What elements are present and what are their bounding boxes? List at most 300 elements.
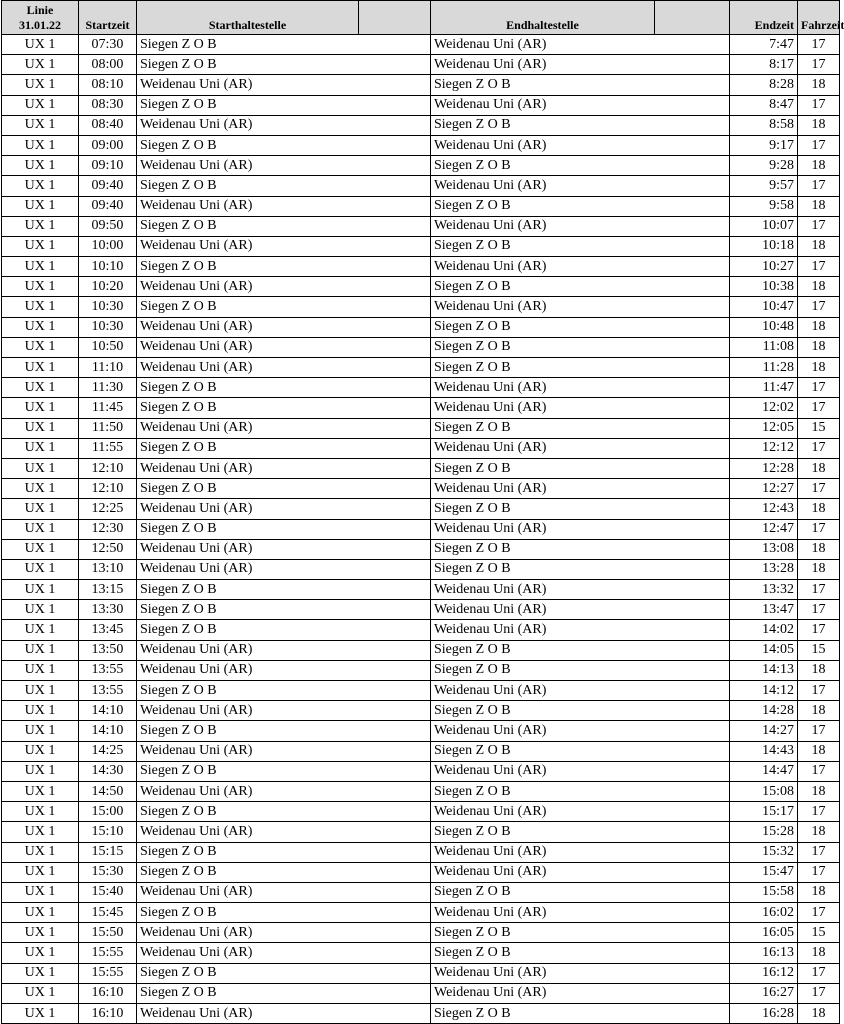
cell-endzeit: 13:32: [730, 580, 798, 600]
header-row: [2, 1, 840, 35]
table-row: [2, 802, 840, 822]
cell-endzeit: 15:08: [730, 781, 798, 801]
table-row: [2, 156, 840, 176]
cell-fahrzeit: 18: [798, 539, 840, 559]
cell-linie: UX 1: [2, 479, 79, 499]
cell-endhaltestelle: Siegen Z O B: [431, 236, 730, 256]
cell-endzeit: 14:13: [730, 660, 798, 680]
table-row: [2, 781, 840, 801]
cell-fahrzeit: 18: [798, 196, 840, 216]
cell-fahrzeit: 17: [798, 862, 840, 882]
cell-endhaltestelle: Weidenau Uni (AR): [431, 580, 730, 600]
cell-fahrzeit: 18: [798, 156, 840, 176]
cell-starthaltestelle: Siegen Z O B: [137, 580, 431, 600]
cell-endhaltestelle: Weidenau Uni (AR): [431, 257, 730, 277]
cell-endzeit: 12:27: [730, 479, 798, 499]
cell-starthaltestelle: Weidenau Uni (AR): [137, 277, 431, 297]
cell-fahrzeit: 17: [798, 438, 840, 458]
cell-endzeit: 11:28: [730, 358, 798, 378]
cell-endzeit: 8:58: [730, 115, 798, 135]
cell-fahrzeit: 17: [798, 761, 840, 781]
cell-linie: UX 1: [2, 721, 79, 741]
cell-endhaltestelle: Siegen Z O B: [431, 499, 730, 519]
cell-startzeit: 11:10: [79, 358, 137, 378]
cell-starthaltestelle: Weidenau Uni (AR): [137, 741, 431, 761]
cell-fahrzeit: 17: [798, 297, 840, 317]
cell-endhaltestelle: Weidenau Uni (AR): [431, 479, 730, 499]
cell-fahrzeit: 15: [798, 923, 840, 943]
cell-starthaltestelle: Siegen Z O B: [137, 438, 431, 458]
cell-endzeit: 10:47: [730, 297, 798, 317]
cell-endhaltestelle: Weidenau Uni (AR): [431, 802, 730, 822]
cell-endzeit: 11:47: [730, 378, 798, 398]
cell-fahrzeit: 17: [798, 135, 840, 155]
cell-endhaltestelle: Weidenau Uni (AR): [431, 963, 730, 983]
cell-startzeit: 10:00: [79, 236, 137, 256]
cell-fahrzeit: 17: [798, 479, 840, 499]
table-row: [2, 398, 840, 418]
cell-startzeit: 13:30: [79, 600, 137, 620]
cell-fahrzeit: 15: [798, 418, 840, 438]
cell-endzeit: 8:28: [730, 75, 798, 95]
cell-startzeit: 07:30: [79, 35, 137, 55]
header-endzeit: Endzeit: [730, 1, 798, 35]
cell-startzeit: 08:30: [79, 95, 137, 115]
cell-endhaltestelle: Siegen Z O B: [431, 1004, 730, 1024]
cell-linie: UX 1: [2, 559, 79, 579]
table-row: [2, 75, 840, 95]
table-row: [2, 701, 840, 721]
cell-startzeit: 09:40: [79, 196, 137, 216]
cell-linie: UX 1: [2, 75, 79, 95]
cell-fahrzeit: 17: [798, 802, 840, 822]
cell-starthaltestelle: Siegen Z O B: [137, 55, 431, 75]
cell-endhaltestelle: Weidenau Uni (AR): [431, 862, 730, 882]
table-row: [2, 257, 840, 277]
cell-endzeit: 13:47: [730, 600, 798, 620]
cell-starthaltestelle: Weidenau Uni (AR): [137, 156, 431, 176]
header-empty-col: [359, 1, 431, 35]
cell-linie: UX 1: [2, 358, 79, 378]
table-row: [2, 297, 840, 317]
cell-linie: UX 1: [2, 257, 79, 277]
table-row: [2, 559, 840, 579]
cell-starthaltestelle: Siegen Z O B: [137, 903, 431, 923]
cell-linie: UX 1: [2, 418, 79, 438]
cell-endzeit: 16:12: [730, 963, 798, 983]
cell-endzeit: 12:02: [730, 398, 798, 418]
cell-startzeit: 15:30: [79, 862, 137, 882]
cell-linie: UX 1: [2, 963, 79, 983]
cell-startzeit: 14:25: [79, 741, 137, 761]
cell-linie: UX 1: [2, 135, 79, 155]
cell-endzeit: 14:47: [730, 761, 798, 781]
cell-startzeit: 14:50: [79, 781, 137, 801]
cell-linie: UX 1: [2, 317, 79, 337]
cell-endhaltestelle: Siegen Z O B: [431, 75, 730, 95]
table-row: [2, 438, 840, 458]
cell-linie: UX 1: [2, 983, 79, 1003]
cell-starthaltestelle: Weidenau Uni (AR): [137, 75, 431, 95]
cell-starthaltestelle: Weidenau Uni (AR): [137, 358, 431, 378]
cell-linie: UX 1: [2, 55, 79, 75]
cell-fahrzeit: 17: [798, 257, 840, 277]
cell-endhaltestelle: Weidenau Uni (AR): [431, 95, 730, 115]
table-row: [2, 640, 840, 660]
cell-endhaltestelle: Siegen Z O B: [431, 822, 730, 842]
table-row: [2, 660, 840, 680]
header-empty-col: [655, 1, 730, 35]
cell-endzeit: 10:27: [730, 257, 798, 277]
table-row: [2, 277, 840, 297]
cell-fahrzeit: 18: [798, 236, 840, 256]
cell-startzeit: 12:10: [79, 479, 137, 499]
cell-startzeit: 16:10: [79, 983, 137, 1003]
cell-endhaltestelle: Siegen Z O B: [431, 196, 730, 216]
cell-startzeit: 15:40: [79, 882, 137, 902]
cell-starthaltestelle: Siegen Z O B: [137, 519, 431, 539]
cell-endzeit: 9:17: [730, 135, 798, 155]
cell-endhaltestelle: Weidenau Uni (AR): [431, 55, 730, 75]
cell-endzeit: 15:58: [730, 882, 798, 902]
cell-fahrzeit: 17: [798, 55, 840, 75]
cell-starthaltestelle: Siegen Z O B: [137, 983, 431, 1003]
cell-endzeit: 10:48: [730, 317, 798, 337]
cell-starthaltestelle: Weidenau Uni (AR): [137, 317, 431, 337]
cell-linie: UX 1: [2, 438, 79, 458]
table-row: [2, 761, 840, 781]
table-row: [2, 822, 840, 842]
cell-endzeit: 7:47: [730, 35, 798, 55]
cell-starthaltestelle: Weidenau Uni (AR): [137, 539, 431, 559]
cell-endzeit: 14:43: [730, 741, 798, 761]
cell-startzeit: 15:50: [79, 923, 137, 943]
cell-starthaltestelle: Weidenau Uni (AR): [137, 640, 431, 660]
cell-startzeit: 14:10: [79, 721, 137, 741]
cell-starthaltestelle: Weidenau Uni (AR): [137, 660, 431, 680]
table-row: [2, 196, 840, 216]
cell-endzeit: 14:27: [730, 721, 798, 741]
cell-linie: UX 1: [2, 236, 79, 256]
cell-endzeit: 15:47: [730, 862, 798, 882]
cell-startzeit: 16:10: [79, 1004, 137, 1024]
cell-endhaltestelle: Siegen Z O B: [431, 458, 730, 478]
cell-linie: UX 1: [2, 681, 79, 701]
table-body: [2, 35, 840, 1024]
cell-endzeit: 15:17: [730, 802, 798, 822]
table-row: [2, 721, 840, 741]
cell-endhaltestelle: Weidenau Uni (AR): [431, 176, 730, 196]
header-starthaltestelle: Starthaltestelle: [137, 1, 359, 35]
cell-linie: UX 1: [2, 499, 79, 519]
cell-endzeit: 10:07: [730, 216, 798, 236]
cell-linie: UX 1: [2, 701, 79, 721]
cell-linie: UX 1: [2, 1004, 79, 1024]
cell-starthaltestelle: Siegen Z O B: [137, 761, 431, 781]
cell-linie: UX 1: [2, 620, 79, 640]
cell-linie: UX 1: [2, 378, 79, 398]
cell-endzeit: 9:28: [730, 156, 798, 176]
cell-startzeit: 09:10: [79, 156, 137, 176]
header-date: 31.01.22: [19, 17, 61, 32]
cell-startzeit: 10:30: [79, 297, 137, 317]
cell-starthaltestelle: Weidenau Uni (AR): [137, 882, 431, 902]
cell-startzeit: 14:10: [79, 701, 137, 721]
cell-endhaltestelle: Weidenau Uni (AR): [431, 983, 730, 1003]
table-row: [2, 378, 840, 398]
timetable: [1, 0, 844, 1024]
cell-fahrzeit: 18: [798, 943, 840, 963]
cell-endhaltestelle: Siegen Z O B: [431, 337, 730, 357]
cell-starthaltestelle: Siegen Z O B: [137, 479, 431, 499]
cell-startzeit: 10:10: [79, 257, 137, 277]
cell-startzeit: 15:55: [79, 943, 137, 963]
cell-startzeit: 11:55: [79, 438, 137, 458]
cell-startzeit: 10:50: [79, 337, 137, 357]
table-row: [2, 135, 840, 155]
cell-endzeit: 8:17: [730, 55, 798, 75]
cell-fahrzeit: 18: [798, 781, 840, 801]
cell-starthaltestelle: Siegen Z O B: [137, 963, 431, 983]
cell-linie: UX 1: [2, 580, 79, 600]
cell-fahrzeit: 18: [798, 358, 840, 378]
cell-endhaltestelle: Siegen Z O B: [431, 943, 730, 963]
cell-endhaltestelle: Siegen Z O B: [431, 317, 730, 337]
cell-starthaltestelle: Siegen Z O B: [137, 600, 431, 620]
cell-startzeit: 12:25: [79, 499, 137, 519]
table-row: [2, 681, 840, 701]
header-endhaltestelle: Endhaltestelle: [431, 1, 655, 35]
cell-fahrzeit: 18: [798, 741, 840, 761]
cell-endhaltestelle: Weidenau Uni (AR): [431, 135, 730, 155]
cell-startzeit: 08:40: [79, 115, 137, 135]
cell-linie: UX 1: [2, 842, 79, 862]
cell-endzeit: 10:18: [730, 236, 798, 256]
cell-fahrzeit: 18: [798, 337, 840, 357]
cell-fahrzeit: 17: [798, 721, 840, 741]
cell-endzeit: 14:02: [730, 620, 798, 640]
table-row: [2, 236, 840, 256]
cell-endzeit: 8:47: [730, 95, 798, 115]
table-row: [2, 943, 840, 963]
cell-startzeit: 10:20: [79, 277, 137, 297]
cell-starthaltestelle: Weidenau Uni (AR): [137, 923, 431, 943]
cell-endhaltestelle: Siegen Z O B: [431, 701, 730, 721]
cell-starthaltestelle: Weidenau Uni (AR): [137, 559, 431, 579]
cell-endhaltestelle: Siegen Z O B: [431, 781, 730, 801]
cell-starthaltestelle: Weidenau Uni (AR): [137, 499, 431, 519]
cell-fahrzeit: 18: [798, 115, 840, 135]
cell-endzeit: 12:28: [730, 458, 798, 478]
cell-starthaltestelle: Weidenau Uni (AR): [137, 458, 431, 478]
cell-linie: UX 1: [2, 95, 79, 115]
cell-startzeit: 14:30: [79, 761, 137, 781]
cell-fahrzeit: 18: [798, 499, 840, 519]
cell-starthaltestelle: Siegen Z O B: [137, 95, 431, 115]
cell-startzeit: 09:40: [79, 176, 137, 196]
cell-startzeit: 13:10: [79, 559, 137, 579]
cell-endhaltestelle: Weidenau Uni (AR): [431, 600, 730, 620]
table-row: [2, 539, 840, 559]
cell-endhaltestelle: Weidenau Uni (AR): [431, 519, 730, 539]
cell-linie: UX 1: [2, 923, 79, 943]
cell-fahrzeit: 18: [798, 660, 840, 680]
cell-linie: UX 1: [2, 822, 79, 842]
table-row: [2, 923, 840, 943]
cell-fahrzeit: 18: [798, 701, 840, 721]
cell-starthaltestelle: Siegen Z O B: [137, 135, 431, 155]
cell-endzeit: 12:05: [730, 418, 798, 438]
cell-linie: UX 1: [2, 458, 79, 478]
cell-starthaltestelle: Weidenau Uni (AR): [137, 701, 431, 721]
cell-endhaltestelle: Siegen Z O B: [431, 640, 730, 660]
cell-endhaltestelle: Weidenau Uni (AR): [431, 620, 730, 640]
cell-starthaltestelle: Weidenau Uni (AR): [137, 822, 431, 842]
cell-starthaltestelle: Siegen Z O B: [137, 216, 431, 236]
cell-endzeit: 14:05: [730, 640, 798, 660]
table-row: [2, 983, 840, 1003]
cell-linie: UX 1: [2, 903, 79, 923]
cell-endhaltestelle: Siegen Z O B: [431, 660, 730, 680]
cell-startzeit: 12:10: [79, 458, 137, 478]
cell-endzeit: 14:28: [730, 701, 798, 721]
cell-fahrzeit: 18: [798, 1004, 840, 1024]
cell-endzeit: 16:27: [730, 983, 798, 1003]
cell-fahrzeit: 17: [798, 378, 840, 398]
cell-fahrzeit: 17: [798, 983, 840, 1003]
header-linie-label: Linie: [26, 2, 54, 17]
cell-startzeit: 10:30: [79, 317, 137, 337]
cell-starthaltestelle: Weidenau Uni (AR): [137, 196, 431, 216]
cell-fahrzeit: 17: [798, 35, 840, 55]
cell-starthaltestelle: Siegen Z O B: [137, 862, 431, 882]
cell-starthaltestelle: Siegen Z O B: [137, 681, 431, 701]
cell-starthaltestelle: Weidenau Uni (AR): [137, 1004, 431, 1024]
cell-startzeit: 13:50: [79, 640, 137, 660]
table-row: [2, 216, 840, 236]
table-header: [2, 1, 844, 35]
table-row: [2, 620, 840, 640]
table-row: [2, 519, 840, 539]
cell-endzeit: 14:12: [730, 681, 798, 701]
cell-endzeit: 16:13: [730, 943, 798, 963]
cell-endhaltestelle: Weidenau Uni (AR): [431, 681, 730, 701]
cell-starthaltestelle: Siegen Z O B: [137, 35, 431, 55]
cell-endhaltestelle: Weidenau Uni (AR): [431, 721, 730, 741]
cell-starthaltestelle: Weidenau Uni (AR): [137, 115, 431, 135]
table-row: [2, 499, 840, 519]
cell-fahrzeit: 17: [798, 580, 840, 600]
cell-endhaltestelle: Siegen Z O B: [431, 418, 730, 438]
cell-endzeit: 15:32: [730, 842, 798, 862]
cell-endzeit: 16:05: [730, 923, 798, 943]
cell-starthaltestelle: Siegen Z O B: [137, 802, 431, 822]
table-row: [2, 55, 840, 75]
cell-fahrzeit: 18: [798, 882, 840, 902]
table-row: [2, 903, 840, 923]
cell-linie: UX 1: [2, 35, 79, 55]
cell-starthaltestelle: Weidenau Uni (AR): [137, 781, 431, 801]
cell-fahrzeit: 17: [798, 963, 840, 983]
table-row: [2, 176, 840, 196]
cell-endzeit: 9:57: [730, 176, 798, 196]
cell-endzeit: 13:08: [730, 539, 798, 559]
cell-starthaltestelle: Siegen Z O B: [137, 842, 431, 862]
cell-linie: UX 1: [2, 640, 79, 660]
cell-endhaltestelle: Weidenau Uni (AR): [431, 761, 730, 781]
cell-fahrzeit: 17: [798, 176, 840, 196]
cell-endhaltestelle: Siegen Z O B: [431, 923, 730, 943]
table-row: [2, 479, 840, 499]
cell-startzeit: 12:30: [79, 519, 137, 539]
table-row: [2, 317, 840, 337]
cell-fahrzeit: 18: [798, 822, 840, 842]
cell-endhaltestelle: Siegen Z O B: [431, 156, 730, 176]
cell-starthaltestelle: Weidenau Uni (AR): [137, 337, 431, 357]
cell-starthaltestelle: Siegen Z O B: [137, 620, 431, 640]
cell-endhaltestelle: Siegen Z O B: [431, 559, 730, 579]
cell-startzeit: 12:50: [79, 539, 137, 559]
cell-startzeit: 13:15: [79, 580, 137, 600]
cell-linie: UX 1: [2, 539, 79, 559]
table-row: [2, 337, 840, 357]
cell-fahrzeit: 17: [798, 903, 840, 923]
cell-endhaltestelle: Siegen Z O B: [431, 539, 730, 559]
cell-linie: UX 1: [2, 519, 79, 539]
cell-endzeit: 12:43: [730, 499, 798, 519]
cell-endhaltestelle: Weidenau Uni (AR): [431, 398, 730, 418]
cell-endhaltestelle: Weidenau Uni (AR): [431, 378, 730, 398]
cell-linie: UX 1: [2, 660, 79, 680]
table-row: [2, 358, 840, 378]
cell-fahrzeit: 18: [798, 458, 840, 478]
table-row: [2, 882, 840, 902]
cell-linie: UX 1: [2, 277, 79, 297]
cell-linie: UX 1: [2, 943, 79, 963]
cell-linie: UX 1: [2, 600, 79, 620]
cell-endhaltestelle: Weidenau Uni (AR): [431, 903, 730, 923]
cell-startzeit: 09:00: [79, 135, 137, 155]
cell-fahrzeit: 17: [798, 519, 840, 539]
cell-linie: UX 1: [2, 398, 79, 418]
cell-endzeit: 10:38: [730, 277, 798, 297]
cell-startzeit: 08:10: [79, 75, 137, 95]
table-row: [2, 35, 840, 55]
table-row: [2, 963, 840, 983]
cell-fahrzeit: 17: [798, 842, 840, 862]
cell-fahrzeit: 18: [798, 559, 840, 579]
cell-linie: UX 1: [2, 761, 79, 781]
cell-startzeit: 11:30: [79, 378, 137, 398]
cell-startzeit: 11:45: [79, 398, 137, 418]
cell-fahrzeit: 15: [798, 640, 840, 660]
cell-startzeit: 08:00: [79, 55, 137, 75]
cell-fahrzeit: 17: [798, 600, 840, 620]
table-row: [2, 580, 840, 600]
cell-startzeit: 15:45: [79, 903, 137, 923]
cell-linie: UX 1: [2, 741, 79, 761]
cell-startzeit: 15:10: [79, 822, 137, 842]
cell-starthaltestelle: Weidenau Uni (AR): [137, 236, 431, 256]
cell-starthaltestelle: Siegen Z O B: [137, 378, 431, 398]
cell-linie: UX 1: [2, 882, 79, 902]
cell-startzeit: 15:00: [79, 802, 137, 822]
cell-endhaltestelle: Siegen Z O B: [431, 358, 730, 378]
cell-linie: UX 1: [2, 156, 79, 176]
cell-fahrzeit: 18: [798, 277, 840, 297]
header-startzeit: Startzeit: [79, 1, 137, 35]
table-row: [2, 95, 840, 115]
